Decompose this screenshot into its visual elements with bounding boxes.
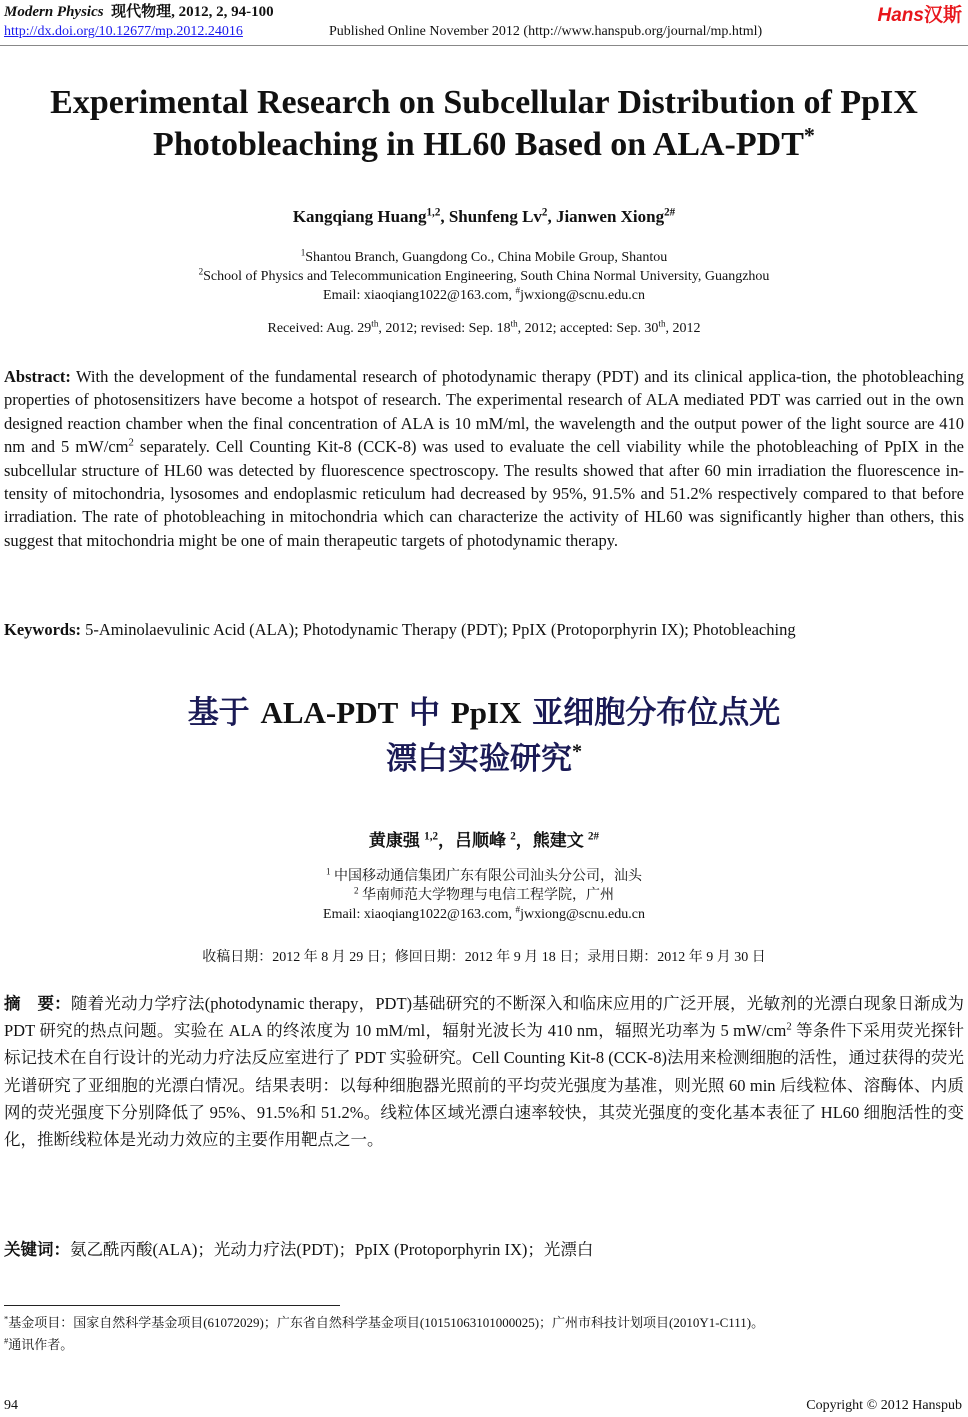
footnote-1-text: 基金项目：国家自然科学基金项目(61072029)；广东省自然科学基金项目(10151063101000025)；广州市科技计划项目(2010Y1-C111)。 [8,1315,765,1330]
revised-date: , 2012; revised: Sep. 18 [378,321,511,336]
email-cn-2: jwxiong@scnu.edu.cn [520,907,645,922]
aff-cn-2-sup: 2 [353,885,359,896]
title-cn-line2-text: 漂白实验研究 [385,741,572,777]
affiliations-en [0,248,968,305]
authors-en [0,207,968,227]
journal-name-cn: 现代物理 [111,4,172,20]
author-cn-2-sep: ， [515,831,533,850]
footnote-rule [4,1305,340,1306]
email-cn-mark: # [515,904,521,915]
journal-name: Modern Physics [4,4,104,20]
author-1: Kangqiang Huang [292,207,427,226]
title-cn-part-b: ALA-PDT [260,695,399,730]
author-cn-2: 吕顺峰 [454,831,511,850]
accepted-date: , 2012; accepted: Sep. 30 [517,321,659,336]
author-1-sep: , [440,207,449,226]
title-cn-mark: * [571,740,583,763]
abstract-en [4,365,964,552]
author-cn-2-sup: 2 [510,830,516,843]
email-en-mark: # [515,285,521,296]
title-en-line1: Experimental Research on Subcellular Distribution of PpIX [50,84,918,121]
footnote-2-text: 通讯作者。 [8,1337,74,1352]
aff-cn-1 [0,867,968,886]
copyright: Copyright © 2012 Hanspub [806,1398,962,1413]
title-cn-part-e: 亚细胞分布位点光 [521,695,781,731]
keywords-en-text: 5-Aminolaevulinic Acid (ALA); Photodynamic Therapy (PDT); PpIX (Protoporphyrin IX); Photobleaching [81,620,796,639]
logo-text: Hans [877,5,924,26]
keywords-en [4,618,964,641]
abstract-cn-text-a: 随着光动力学疗法(photodynamic therapy，PDT)基础研究的不断深入和临床应用的广泛开展，光敏剂的光漂白现象日渐成为 PDT 研究的热点问题。实验在 ALA 的终浓度为 10 mM/ml，辐射光波长为 410 nm，辐照光功率为 5 mW/cm [4,994,964,1041]
doi-link[interactable]: http://dx.doi.org/10.12677/mp.2012.24016 [4,24,243,39]
title-en-line2 [0,124,968,166]
abstract-en-sup: 2 [128,436,134,449]
email-en-prefix: Email: xiaoqiang1022@163.com, [323,288,516,303]
aff-cn-1-text: 中国移动通信集团广东有限公司汕头分公司，汕头 [330,869,643,884]
author-1-sup: 1,2 [426,206,441,219]
email-en [0,286,968,305]
abstract-en-text-b: separately. Cell Counting Kit-8 (CCK-8) was used to evaluate the cell viability while the photobleaching of PpIX in the subcellular structure of HL60 was detected by fluorescence spectroscopy. The results showed that after 60 min irradiation the fluorescence in-tensity of mitochondria, lysosomes and endoplasmic reticulum had decreased by 95%, 91.5% and 51.2% respectively compared to that before irradiation. The rate of photobleaching in mitochondria which can characterize the activity of HL60 was significantly higher than others, this suggest that mitochondria might be one of main therapeutic targets of photodynamic therapy. [4,437,965,550]
abstract-en-text-a: With the development of the fundamental research of photodynamic therapy (PDT) and its clinical applica-tion, the photobleaching properties of photosensitizers have become a hotspot of research. The experimental research of ALA mediated PDT was carried out in the own designed reaction chamber when the final concentration of ALA is 10 mM/ml, the wavelength and the output power of the light source are 410 nm and 5 mW/cm [4,367,964,457]
page-number: 94 [4,1398,18,1413]
keywords-cn-label: 关键词： [4,1240,70,1259]
footnote-2-mark: # [4,1335,9,1346]
header-divider [0,45,968,46]
authors-cn [0,826,968,851]
author-cn-1-sup: 1,2 [424,830,438,843]
aff-en-1 [0,248,968,267]
title-en-mark: * [803,122,815,148]
footnote-1-mark: * [4,1313,9,1324]
received-cn: 收稿日期：2012 年 8 月 29 日；修回日期：2012 年 9 月 18 日；录用日期：2012 年 9 月 30 日 [202,950,766,965]
footnote-funding [4,1314,764,1332]
title-cn-part-c: 中 [398,695,451,731]
author-2-sep: , [547,207,556,226]
author-cn-3: 熊建文 [532,831,589,850]
author-cn-1: 黄康强 [368,831,425,850]
footnote-corresponding [4,1336,73,1354]
abstract-cn [4,990,964,1153]
abstract-cn-label: 摘 要： [4,994,71,1013]
abstract-cn-sup: 2 [786,1020,792,1033]
email-cn-prefix: Email: xiaoqiang1022@163.com, [323,907,516,922]
logo-text-cn: 汉斯 [923,5,962,26]
volume-info: , 2012, 2, 94-100 [171,4,274,20]
aff-en-1-text: Shantou Branch, Guangdong Co., China Mobile Group, Shantou [305,250,668,265]
keywords-en-label: Keywords: [4,620,81,639]
email-en-2: jwxiong@scnu.edu.cn [520,288,645,303]
author-2: Shunfeng Lv [448,207,542,226]
title-en [0,82,968,166]
title-cn-line1 [0,690,968,736]
title-cn-line2 [0,736,968,782]
author-2-sup: 2 [541,206,548,219]
email-cn [0,905,968,924]
aff-en-1-sup: 1 [300,247,306,258]
revised-th: th [510,318,518,329]
title-cn [0,690,968,782]
abstract-cn-text-b: 等条件下采用荧光探针标记技术在自行设计的光动力疗法反应室进行了 PDT 实验研究。Cell Counting Kit-8 (CCK-8)法用来检测细胞的活性，通过获得的荧光光谱研究了亚细胞的光漂白情况。结果表明：以每种细胞器光照前的平均荧光强度为基准，则光照 60 min 后线粒体、溶酶体、内质网的荧光强度下分别降低了 95%、91.5%和 51.2%。线粒体区域光漂白速率较快，其荧光强度的变化基本表征了 HL60 细胞活性的变化，推断线粒体是光动力效应的主要作用靶点之一。 [4,1021,965,1150]
keywords-cn-text: 氨乙酰丙酸(ALA)；光动力疗法(PDT)；PpIX (Protoporphyrin IX)；光漂白 [70,1240,594,1259]
journal-header [4,3,274,21]
title-cn-part-d: PpIX [450,695,522,730]
author-3: Jianwen Xiong [555,207,665,226]
affiliations-cn [0,867,968,924]
title-cn-part-a: 基于 [187,695,261,731]
received-date: Received: Aug. 29 [267,321,372,336]
received-en [0,318,968,337]
author-cn-3-sup: 2# [588,830,600,843]
aff-en-2 [0,267,968,286]
aff-en-2-text: School of Physics and Telecommunication Engineering, South China Normal University, Guangzhou [203,269,770,284]
accepted-th: th [658,318,666,329]
abstract-en-label: Abstract: [4,367,71,386]
hans-logo [878,0,962,27]
aff-cn-1-sup: 1 [325,866,331,877]
aff-en-2-sup: 2 [198,266,204,277]
author-cn-1-sep: ， [437,831,455,850]
title-en-line2-text: Photobleaching in HL60 Based on ALA-PDT [153,126,804,163]
aff-cn-2-text: 华南师范大学物理与电信工程学院，广州 [358,888,615,903]
received-th: th [371,318,379,329]
author-3-sup: 2# [664,206,676,219]
published-info: Published Online November 2012 (http://www.hanspub.org/journal/mp.html) [329,24,763,39]
aff-cn-2 [0,886,968,905]
keywords-cn [4,1236,964,1263]
accepted-year: , 2012 [665,321,701,336]
